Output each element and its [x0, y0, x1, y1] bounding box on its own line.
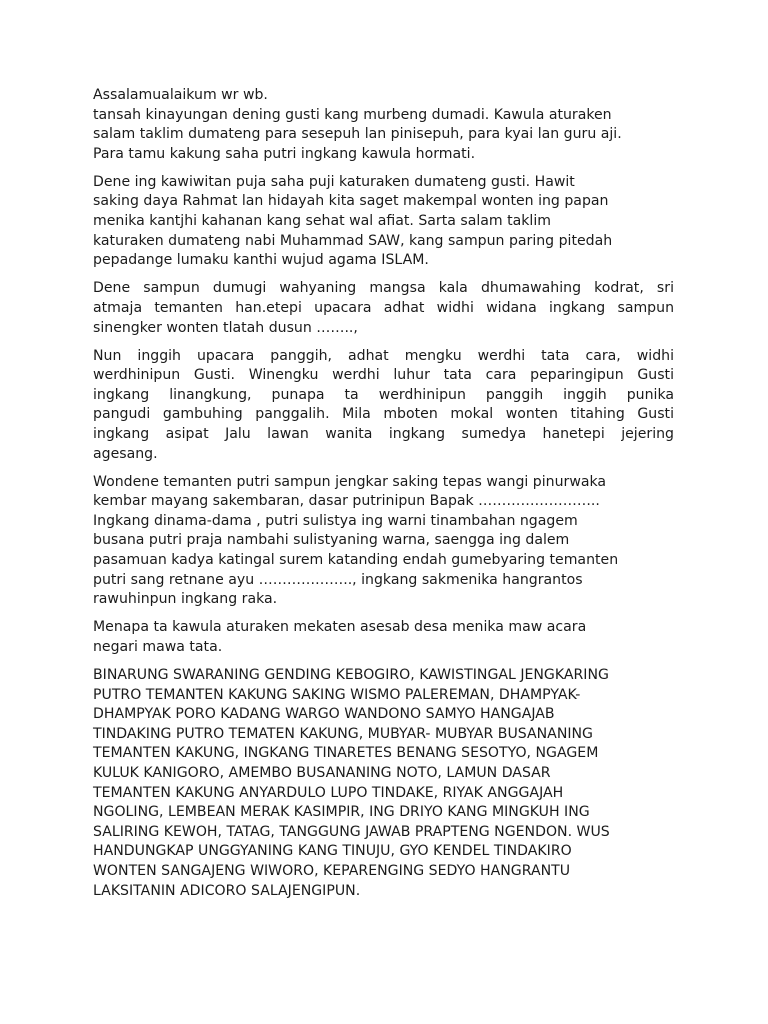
document-page — [93, 86, 674, 910]
paragraph-transition — [93, 618, 674, 657]
text-line: SALIRING KEWOH, TATAG, TANGGUNG JAWAB PRAPTENG NGENDON. WUS — [93, 823, 610, 840]
paragraph-bride-arrival — [93, 473, 674, 610]
text-line: Assalamualaikum wr wb. — [93, 87, 268, 103]
paragraph-panggih-meaning — [93, 347, 674, 465]
text-line: Ingkang dinama-dama , putri sulistya ing warni tinambahan ngagem — [93, 512, 578, 529]
text-line: Para tamu kakung saha putri ingkang kawula hormati. — [93, 145, 476, 162]
text-line: negari mawa tata. — [93, 638, 223, 655]
text-line: BINARUNG SWARANING GENDING KEBOGIRO, KAWISTINGAL JENGKARING — [93, 667, 609, 684]
text-line: saking daya Rahmat lan hidayah kita saget makempal wonten ing papan — [93, 193, 609, 210]
text-line: pepadange lumaku kanthi wujud agama ISLAM. — [93, 252, 429, 269]
text-line: kembar mayang sakembaran, dasar putrinipun Bapak …………………….. — [93, 493, 600, 510]
paragraph-groom-procession — [93, 666, 674, 901]
text-line: LAKSITANIN ADICORO SALAJENGIPUN. — [93, 882, 361, 899]
text-line: DHAMPYAK PORO KADANG WARGO WANDONO SAMYO HANGAJAB — [93, 706, 555, 723]
text-line: NGOLING, LEMBEAN MERAK KASIMPIR, ING DRIYO KANG MINGKUH ING — [93, 804, 590, 821]
text-line: sinengker wonten tlatah dusun …….., — [93, 319, 358, 336]
text-line: TEMANTEN KAKUNG, INGKANG TINARETES BENANG SESOTYO, NGAGEM — [93, 745, 599, 762]
text-line: pasamuan kadya katingal surem katanding endah gumebyaring temanten — [93, 552, 619, 569]
text-line: rawuhinpun ingkang raka. — [93, 591, 278, 608]
text-line: TINDAKING PUTRO TEMATEN KAKUNG, MUBYAR- MUBYAR BUSANANING — [93, 725, 593, 742]
text-line: busana putri praja nambahi sulistyaning warna, saengga ing dalem — [93, 532, 570, 549]
text-line: WONTEN SANGAJENG WIWORO, KEPARENGING SEDYO HANGRANTU — [93, 862, 571, 879]
text-line: Wondene temanten putri sampun jengkar saking tepas wangi pinurwaka — [93, 473, 607, 490]
text-line: PUTRO TEMANTEN KAKUNG SAKING WISMO PALEREMAN, DHAMPYAK- — [93, 686, 581, 703]
text-line: salam taklim dumateng para sesepuh lan pinisepuh, para kyai lan guru aji. — [93, 126, 622, 143]
text-line: menika kantjhi kahanan kang sehat wal afiat. Sarta salam taklim — [93, 213, 551, 230]
text-line: Dene ing kawiwitan puja saha puji katuraken dumateng gusti. Hawit — [93, 173, 575, 190]
paragraph-opening-praise — [93, 173, 674, 271]
text-line: Dene sampun dumugi wahyaning mangsa kala dhumawahing kodrat, sri — [93, 280, 674, 297]
text-line: KULUK KANIGORO, AMEMBO BUSANANING NOTO, LAMUN DASAR — [93, 765, 551, 781]
text-line: HANDUNGKAP UNGGYANING KANG TINUJU, GYO KENDEL TINDAKIRO — [93, 843, 572, 860]
text-line: atmaja temanten han.etepi upacara adhat widhi widana ingkang sampun — [93, 299, 674, 316]
paragraph-ceremony-intro — [93, 279, 674, 338]
text-line: TEMANTEN KAKUNG ANYARDULO LUPO TINDAKE, RIYAK ANGGAJAH — [93, 784, 564, 801]
paragraph-greeting — [93, 86, 674, 164]
text-line: werdhinipun Gusti. Winengku werdhi luhur tata cara peparingipun Gusti — [93, 367, 674, 384]
text-line: ingkang asipat Jalu lawan wanita ingkang sumedya hanetepi jejering — [93, 426, 674, 442]
text-line: Menapa ta kawula aturaken mekaten asesab desa menika maw acara — [93, 619, 587, 636]
text-line: tansah kinayungan dening gusti kang murbeng dumadi. Kawula aturaken — [93, 106, 612, 123]
text-line: putri sang retnane ayu ……………….., ingkang sakmenika hangrantos — [93, 571, 583, 588]
text-line: Nun inggih upacara panggih, adhat mengku werdhi tata cara, widhi — [93, 347, 674, 364]
text-line: ingkang linangkung, punapa ta werdhinipun panggih inggih punika — [93, 386, 674, 403]
text-line: agesang. — [93, 445, 158, 462]
text-line: katuraken dumateng nabi Muhammad SAW, kang sampun paring pitedah — [93, 232, 613, 249]
text-line: pangudi gambuhing panggalih. Mila mboten mokal wonten titahing Gusti — [93, 406, 674, 423]
